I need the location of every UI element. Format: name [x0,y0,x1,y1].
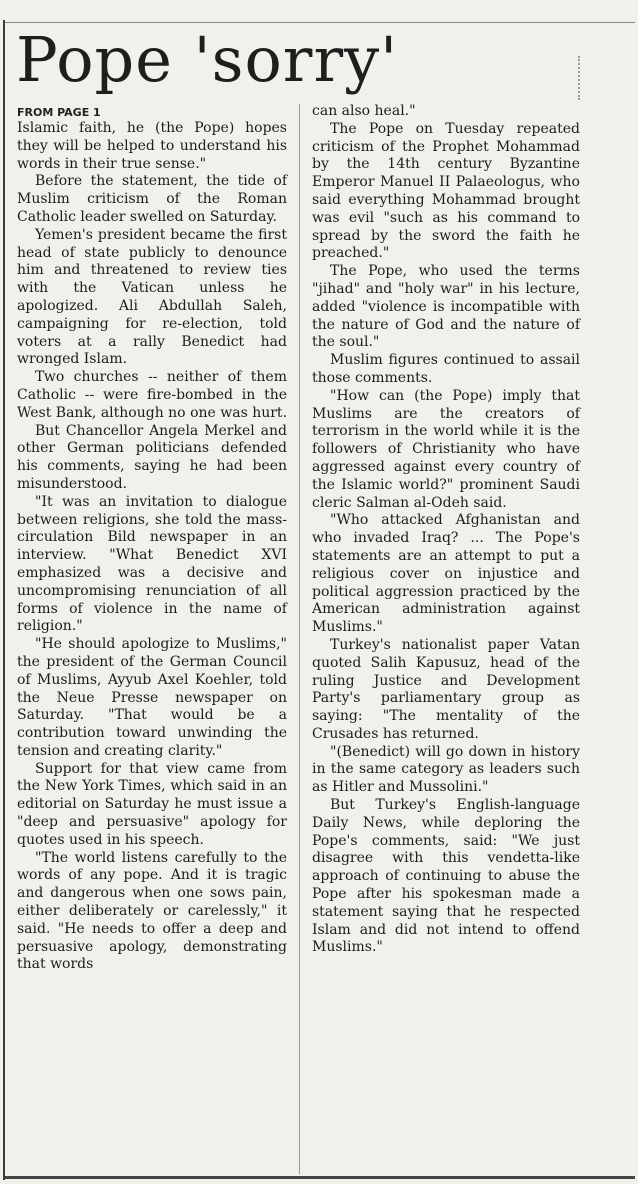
bottom-rule [5,1176,635,1179]
article-column-left [17,120,287,974]
paragraph: Support for that view came from the New York Times, which said in an editorial on Saturday he must issue a "deep and persuasive" apology for quotes used in his speech. [17,760,287,848]
paragraph: But Chancellor Angela Merkel and other German politicians defended his comments, saying he had been misunderstood. [17,422,287,492]
paragraph: Yemen's president became the first head of state publicly to denounce him and threatened to review ties with the Vatican unless he apologized. Ali Abdullah Saleh, campaigning for re-election, told voters at a rally Benedict had wronged Islam. [17,226,287,368]
paragraph: Before the statement, the tide of Muslim criticism of the Roman Catholic leader swelled on Saturday. [17,173,287,225]
continued-from-label: FROM PAGE 1 [17,106,101,119]
article-column-right [312,103,580,957]
column-divider [299,104,300,1174]
paragraph: Turkey's nationalist paper Vatan quoted Salih Kapusuz, head of the ruling Justice and Development Party's parliamentary group as saying: "The mentality of the Crusades has returned. [312,636,580,742]
paragraph: "How can (the Pope) imply that Muslims are the creators of terrorism in the world while it is the followers of Christianity who have aggressed against every country of the Islamic world?" prominent Saudi cleric Salman al-Odeh said. [312,387,580,511]
paragraph: "It was an invitation to dialogue between religions, she told the mass-circulation Bild newspaper in an interview. "What Benedict XVI emphasized was a decisive and uncompromising renunciation of all forms of violence in the name of religion." [17,493,287,635]
paragraph: The Pope on Tuesday repeated criticism of the Prophet Mohammad by the 14th century Byzantine Emperor Manuel II Palaeologus, who said everything Mohammad brought was evil "such as his command to spread by the sword the faith he preached." [312,120,580,262]
margin-marks [578,56,588,100]
paragraph: "Who attacked Afghanistan and who invaded Iraq? ... The Pope's statements are an attempt to put a religious cover on injustice and political aggression practiced by the American administration against Muslims." [312,512,580,636]
paragraph: "The world listens carefully to the words of any pope. And it is tragic and dangerous when one sows pain, either deliberately or carelessly," it said. "He needs to offer a deep and persuasive apology, demonstrating that words [17,849,287,973]
paragraph: "He should apologize to Muslims," the president of the German Council of Muslims, Ayyub Axel Koehler, told the Neue Presse newspaper on Saturday. "That would be a contribution toward unwinding the tension and creating clarity." [17,636,287,759]
paragraph: The Pope, who used the terms "jihad" and "holy war" in his lecture, added "violence is incompatible with the nature of God and the nature of the soul." [312,263,580,351]
left-border-rule [3,20,5,1180]
paragraph: can also heal." [312,103,416,119]
paragraph: Muslim figures continued to assail those comments. [312,352,580,386]
paragraph: "(Benedict) will go down in history in the same category as leaders such as Hitler and Mussolini." [312,743,580,796]
paragraph: Islamic faith, he (the Pope) hopes they will be helped to understand his words in their true sense." [17,120,287,172]
headline: Pope 'sorry' [16,23,399,96]
paragraph: Two churches -- neither of them Catholic -- were fire-bombed in the West Bank, although no one was hurt. [17,369,288,421]
paragraph: But Turkey's English-language Daily News, while deploring the Pope's comments, said: "We just disagree with this vendetta-like approach of continuing to abuse the Pope after his spokesman made a statement saying that he respected Islam and did not intend to offend Muslims." [312,797,580,956]
